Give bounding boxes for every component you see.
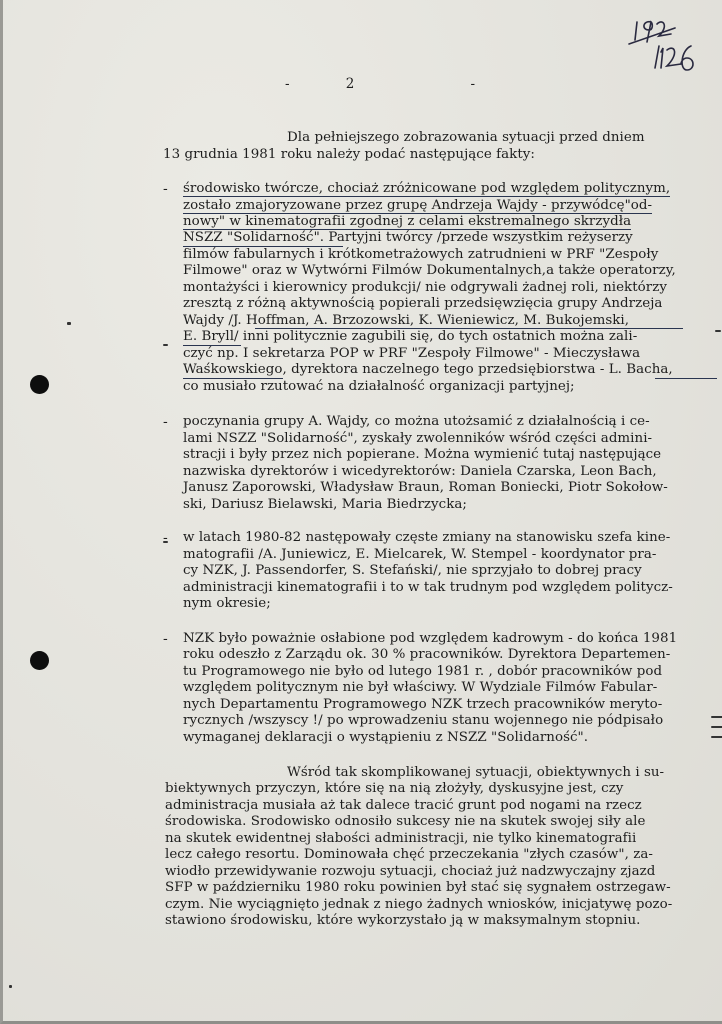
bullet-marker: - bbox=[163, 181, 168, 197]
paragraph-line: stawiono środowisku, które wykorzystało ją w maksymalnym stopniu. bbox=[165, 913, 641, 928]
speck bbox=[163, 344, 168, 346]
paragraph-line: na skutek ewidentnej słabości administracji, nie tylko kinematografii bbox=[165, 831, 637, 846]
bullet-line: filmów fabularnych i krótkometrażowych zatrudnieni w PRF "Zespoły bbox=[183, 247, 659, 262]
bullet-line: rycznych /wszyscy !/ po wprowadzeniu stanu wojennego nie pódpisało bbox=[183, 713, 664, 728]
intro-line: 13 grudnia 1981 roku należy podać następujące fakty: bbox=[163, 147, 535, 162]
underlined-text: nowy" w kinematografii zgodnej z celami ekstremalnego skrzydła bbox=[183, 214, 632, 229]
pencil-underline bbox=[183, 378, 283, 379]
page-number-header bbox=[285, 76, 475, 92]
underlined-text: zostało zmajoryzowane przez grupę Andrzeja Wajdy - przywódcę"od- bbox=[183, 198, 653, 213]
intro-line: Dla pełniejszego zobrazowania sytuacji przed dniem bbox=[287, 130, 645, 145]
bullet-line: nazwiska dyrektorów i wicedyrektorów: Daniela Czarska, Leon Bach, bbox=[183, 464, 657, 479]
paragraph-line: środowiska. Srodowisko odnosiło sukcesy nie na skutek swojej siły ale bbox=[165, 814, 646, 829]
bullet-line: E. Bryll/ inni politycznie zagubili się, do tych ostatnich można zali- bbox=[183, 329, 638, 344]
bullet-line: montażyści i kierownicy produkcji/ nie odgrywali żadnej roli, niektórzy bbox=[183, 280, 667, 295]
bullet-line: Wajdy /J. Hoffman, A. Brzozowski, K. Wieniewicz, M. Bukojemski, bbox=[183, 313, 630, 328]
bullet-marker: - bbox=[163, 631, 168, 647]
archive-number-drawing bbox=[625, 10, 705, 80]
bullet-line: zresztą z różną aktywnością popierali przedsięwzięcia grupy Andrzeja bbox=[183, 296, 663, 311]
bullet-marker: - bbox=[163, 414, 168, 430]
bullet-line: Waśkowskiego, dyrektora naczelnego tego przedsiębiorstwa - L. Bacha, bbox=[183, 362, 673, 377]
bullet-line: cy NZK, J. Passendorfer, S. Stefański/, nie sprzyjało to dobrej pracy bbox=[183, 563, 642, 578]
bullet-line: wymaganej deklaracji o wystąpieniu z NSZZ "Solidarność". bbox=[183, 730, 589, 745]
speck bbox=[711, 716, 722, 718]
bullet-line: administracji kinematografii i to w tak trudnym pod względem politycz- bbox=[183, 580, 673, 595]
speck bbox=[9, 985, 12, 988]
paragraph-line: biektywnych przyczyn, które się na nią złożyły, dyskusyjne jest, czy bbox=[165, 781, 624, 796]
bullet-marker: - bbox=[163, 530, 168, 546]
pencil-underline bbox=[183, 246, 343, 247]
bullet-line: stracji i były przez nich popierane. Można wymienić tutaj następujące bbox=[183, 447, 662, 462]
bullet-line: Filmowe" oraz w Wytwórni Filmów Dokumentalnych,a także operatorzy, bbox=[183, 263, 676, 278]
bullet-line: ski, Dariusz Bielawski, Maria Biedrzycka; bbox=[183, 497, 467, 512]
bullet-line: nym okresie; bbox=[183, 596, 271, 611]
bullet-line: nych Departamentu Programowego NZK trzech pracowników meryto- bbox=[183, 697, 663, 712]
pencil-underline bbox=[655, 378, 717, 379]
underlined-text: środowisko twórcze, chociaż zróżnicowane pod względem politycznym, bbox=[183, 181, 671, 196]
punch-hole-bottom bbox=[30, 651, 49, 670]
paragraph-line: wiodło przewidywanie rozwoju sytuacji, chociaż już nadzwyczajny zjazd bbox=[165, 864, 656, 879]
archive-number-handwritten bbox=[625, 10, 705, 80]
bullet-line: Janusz Zaporowski, Władysław Braun, Roman Boniecki, Piotr Sokołow- bbox=[183, 480, 668, 495]
page-number-dash-right: - bbox=[470, 76, 475, 92]
bullet-line: lami NSZZ "Solidarność", zyskały zwolenników wśród części admini- bbox=[183, 431, 653, 446]
speck bbox=[711, 726, 722, 728]
pencil-underline bbox=[183, 345, 241, 346]
bullet-line: w latach 1980-82 następowały częste zmiany na stanowisku szefa kine- bbox=[183, 530, 671, 545]
bullet-line bbox=[183, 198, 652, 214]
bullet-line bbox=[183, 214, 631, 230]
punch-hole-top bbox=[30, 375, 49, 394]
bullet-line: co musiało rzutować na działalność organizacji partyjnej; bbox=[183, 379, 575, 394]
bullet-line: roku odeszło z Zarządu ok. 30 % pracowników. Dyrektora Departemen- bbox=[183, 647, 671, 662]
page-number: 2 bbox=[345, 76, 355, 92]
paragraph-line: administracja musiała aż tak dalece tracić grunt pod nogami na rzecz bbox=[165, 798, 642, 813]
bullet-line: NSZZ "Solidarność". Partyjni twórcy /przede wszystkim reżyserzy bbox=[183, 230, 633, 245]
paragraph-line: SFP w październiku 1980 roku powinien był stać się sygnałem ostrzegaw- bbox=[165, 880, 671, 895]
speck bbox=[67, 322, 71, 325]
bullet-line: czyć np. I sekretarza POP w PRF "Zespoły Filmowe" - Mieczysława bbox=[183, 346, 641, 361]
speck bbox=[711, 736, 722, 738]
bullet-line: względem politycznym nie był właściwy. W Wydziale Filmów Fabular- bbox=[183, 680, 658, 695]
paragraph-line: czym. Nie wyciągnięto jednak z niego żadnych wniosków, inicjatywę pozo- bbox=[165, 897, 673, 912]
bullet-line: matografii /A. Juniewicz, E. Mielcarek, W. Stempel - koordynator pra- bbox=[183, 547, 657, 562]
speck bbox=[715, 330, 721, 332]
bullet-line bbox=[183, 181, 670, 197]
pencil-underline bbox=[255, 328, 683, 329]
paragraph-line: lecz całego resortu. Dominowała chęć przeczekania "złych czasów", za- bbox=[165, 847, 653, 862]
bullet-line: tu Programowego nie było od lutego 1981 r. , dobór pracowników pod bbox=[183, 664, 663, 679]
paragraph-line: Wśród tak skomplikowanej sytuacji, obiektywnych i su- bbox=[287, 765, 665, 780]
bullet-line: poczynania grupy A. Wajdy, co można utożsamić z działalnością i ce- bbox=[183, 414, 650, 429]
page-number-dash-left: - bbox=[285, 76, 290, 92]
bullet-line: NZK było poważnie osłabione pod względem kadrowym - do końca 1981 bbox=[183, 631, 678, 646]
